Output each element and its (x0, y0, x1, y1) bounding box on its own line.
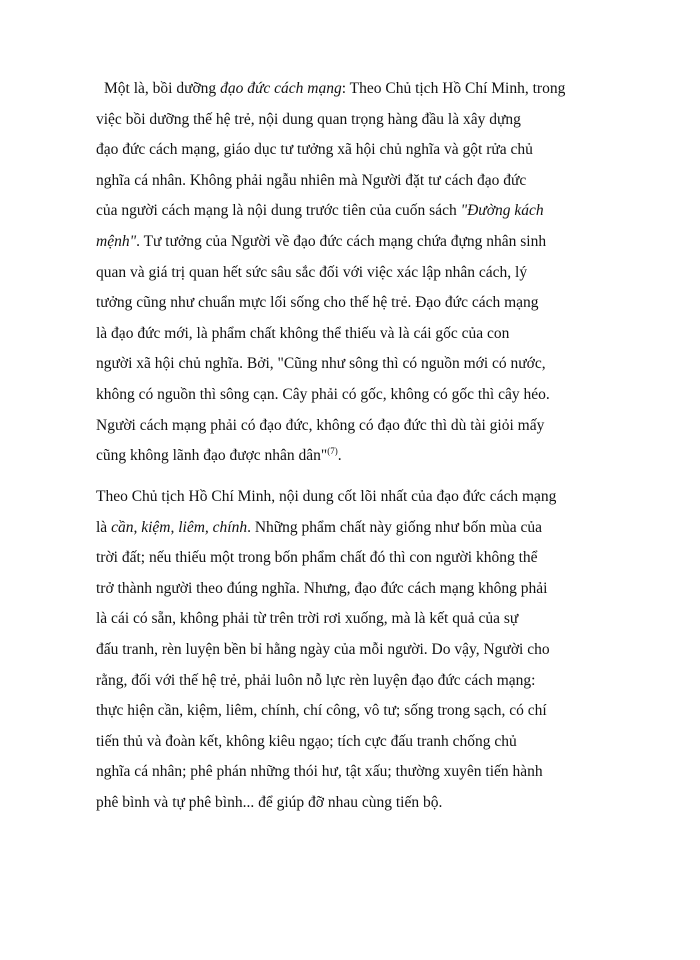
text-line (96, 666, 616, 697)
emphasized-text: cần, kiệm, liêm, chính (111, 518, 248, 536)
text-line (96, 227, 616, 258)
emphasized-text: đạo đức cách mạng (220, 80, 342, 97)
text-line (96, 696, 616, 727)
text-line (96, 380, 616, 411)
emphasized-text: "Đường kách (460, 202, 544, 220)
text-segment: nghĩa cá nhân; phê phán những thói hư, tật xấu; thường xuyên tiến hành (96, 763, 543, 781)
text-line (96, 543, 616, 574)
text-segment: đấu tranh, rèn luyện bền bỉ hằng ngày của mỗi người. Do vậy, Người cho (96, 640, 550, 658)
text-line (96, 166, 616, 197)
paragraph-2 (96, 482, 616, 819)
text-segment: Một là, bồi dưỡng (104, 80, 221, 97)
text-segment: không có nguồn thì sông cạn. Cây phải có gốc, không có gốc thì cây héo. (96, 385, 550, 403)
text-line (96, 604, 616, 635)
emphasized-text: mệnh" (96, 232, 137, 250)
text-segment: . (337, 447, 342, 465)
text-line (96, 757, 616, 788)
text-line (96, 482, 616, 513)
text-line (96, 196, 616, 227)
text-segment: rằng, đối với thế hệ trẻ, phải luôn nỗ lực rèn luyện đạo đức cách mạng: (96, 671, 536, 689)
text-segment: . Tư tưởng của Người về đạo đức cách mạng chứa đựng nhân sinh (136, 232, 547, 250)
text-line (96, 288, 616, 319)
text-segment: là (96, 518, 112, 536)
text-segment: . Những phẩm chất này giống như bốn mùa của (247, 518, 542, 536)
text-segment: việc bồi dưỡng thế hệ trẻ, nội dung quan trọng hàng đầu là xây dựng (96, 110, 521, 128)
text-segment: trời đất; nếu thiếu một trong bốn phẩm chất đó thì con người không thể (96, 549, 538, 567)
text-segment: Theo Chủ tịch Hồ Chí Minh, nội dung cốt lõi nhất của đạo đức cách mạng (96, 488, 557, 505)
text-line (96, 105, 616, 136)
text-segment: trở thành người theo đúng nghĩa. Nhưng, đạo đức cách mạng không phải (96, 579, 548, 597)
text-line (96, 513, 616, 544)
text-segment: phê bình và tự phê bình... để giúp đỡ nhau cùng tiến bộ. (96, 793, 443, 811)
text-segment: Người cách mạng phải có đạo đức, không có đạo đức thì dù tài giỏi mấy (96, 416, 545, 434)
text-segment: đạo đức cách mạng, giáo dục tư tưởng xã hội chủ nghĩa và gột rửa chủ (96, 141, 533, 159)
text-line (96, 349, 616, 380)
text-line (96, 319, 616, 350)
paragraph-1 (96, 74, 616, 472)
text-segment: của người cách mạng là nội dung trước tiên của cuốn sách (96, 202, 461, 220)
text-segment: người xã hội chủ nghĩa. Bởi, "Cũng như sông thì có nguồn mới có nước, (96, 355, 546, 373)
text-line (96, 411, 616, 442)
text-segment: : Theo Chủ tịch Hồ Chí Minh, trong (341, 80, 566, 97)
text-segment: tiến thủ và đoàn kết, không kiêu ngạo; tích cực đấu tranh chống chủ (96, 732, 517, 750)
text-line (96, 135, 616, 166)
text-segment: thực hiện cần, kiệm, liêm, chính, chí công, vô tư; sống trong sạch, có chí (96, 702, 547, 720)
text-segment: nghĩa cá nhân. Không phải ngẫu nhiên mà Người đặt tư cách đạo đức (96, 171, 527, 189)
text-line (96, 74, 616, 105)
text-line (96, 635, 616, 666)
text-line (96, 258, 616, 289)
text-segment: tưởng cũng như chuẩn mực lối sống cho thế hệ trẻ. Đạo đức cách mạng (96, 294, 539, 312)
text-line (96, 574, 616, 605)
text-line (96, 727, 616, 758)
text-line (96, 441, 616, 472)
text-segment: cũng không lãnh đạo được nhân dân" (96, 447, 328, 465)
text-segment: là cái có sẵn, không phải từ trên trời rơi xuống, mà là kết quả của sự (96, 610, 519, 628)
text-segment: là đạo đức mới, là phẩm chất không thể thiếu và là cái gốc của con (96, 324, 510, 342)
text-line (96, 788, 616, 819)
text-segment: quan và giá trị quan hết sức sâu sắc đối với việc xác lập nhân cách, lý (96, 263, 528, 281)
footnote-ref: (7) (327, 445, 338, 456)
